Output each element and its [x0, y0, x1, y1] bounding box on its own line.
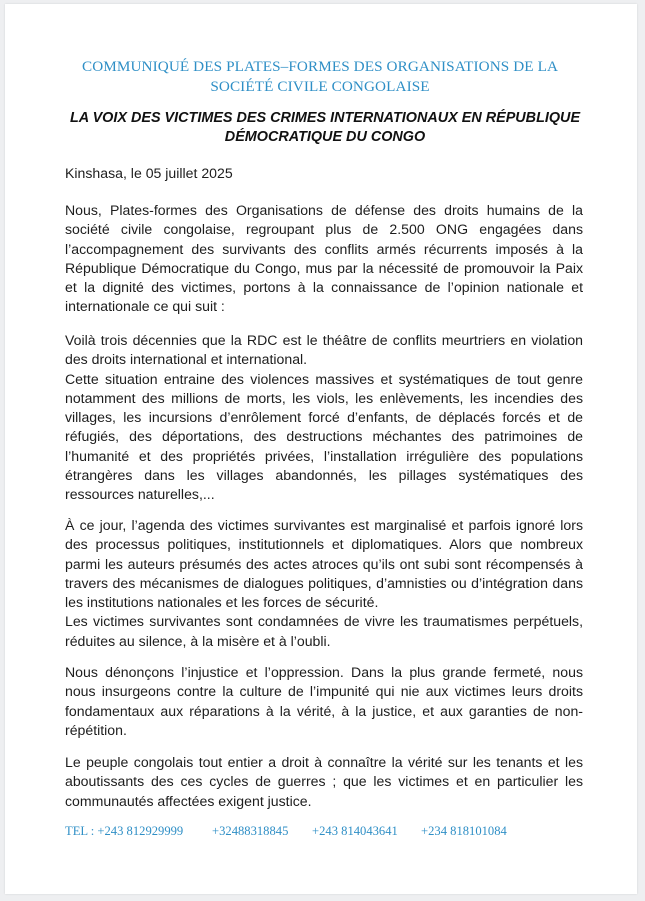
header-line-2: SOCIÉTÉ CIVILE CONGOLAISE: [210, 78, 430, 95]
place-date: Kinshasa, le 05 juillet 2025: [65, 165, 233, 181]
paragraph-1: [65, 201, 583, 317]
document-page: [5, 4, 637, 894]
paragraph-3a-text: À ce jour, l’agenda des victimes survivantes est marginalisé et parfois ignoré lors des processus politiques, institutionnels et diplomatiques. Alors que nombreux parmi les auteurs présumés des actes atroces qu’ils ont subi sont récompensés à travers des mécanismes de dialogues politiques, d’amnisties ou d’intégration dans les institutions nationales et les forces de sécurité.: [65, 517, 583, 611]
paragraph-2: [65, 331, 583, 505]
paragraph-2a-text: Voilà trois décennies que la RDC est le théâtre de conflits meurtriers en violation des droits international et international.: [65, 332, 583, 368]
header-line-1: COMMUNIQUÉ DES PLATES–FORMES DES ORGANISATIONS DE LA: [81, 58, 559, 75]
phone-number-3: +243 814043641: [312, 824, 398, 838]
title-line-2: DÉMOCRATIQUE DU CONGO: [224, 129, 426, 145]
phone-number-2: +32488318845: [212, 824, 289, 838]
phone-number-1: TEL : +243 812929999: [65, 824, 184, 838]
document-title: [45, 109, 605, 147]
paragraph-5: [65, 753, 583, 811]
paragraph-4-text: Nous dénonçons l’injustice et l’oppression. Dans la plus grande fermeté, nous nous insurgeons contre la culture de l’impunité qui nie aux victimes leurs droits fondamentaux aux réparations à la vérité, à la justice, et aux garanties de non-répétition.: [65, 664, 583, 738]
paragraph-1-text: Nous, Plates-formes des Organisations de défense des droits humains de la société civile congolaise, regroupant plus de 2.500 ONG engagées dans l’accompagnement des survivants des conflits armés récurrents imposés à la République Démocratique du Congo, mus par la nécessité de promouvoir la Paix et la dignité des victimes, portons à la connaissance de l’opinion nationale et internationale ce qui suit :: [65, 202, 583, 315]
phone-number-4: +234 818101084: [421, 824, 507, 838]
paragraph-3b-text: Les victimes survivantes sont condamnées de vivre les traumatismes perpétuels, réduites au silence, à la misère et à l’oubli.: [65, 613, 583, 649]
communique-header: [45, 57, 595, 97]
paragraph-2b-text: Cette situation entraine des violences massives et systématiques de tout genre notamment des millions de morts, les viols, les enlèvements, les incendies des villages, les incursions d’enrôlement forcé d’enfants, de déplacés forcés et de réfugiés, des déportations, des destructions méchantes des patrimoines de l’humanité et des propriétés privées, l’installation irrégulière des populations étrangères dans les villages abandonnés, les pillages systématiques des ressources naturelles,...: [65, 370, 583, 503]
title-line-1: LA VOIX DES VICTIMES DES CRIMES INTERNATIONAUX EN RÉPUBLIQUE: [69, 110, 581, 126]
paragraph-3: [65, 516, 583, 651]
paragraph-4: [65, 663, 583, 740]
paragraph-5-text: Le peuple congolais tout entier a droit à connaître la vérité sur les tenants et les aboutissants des ces cycles de guerres ; que les victimes et en particulier les communautés affectées exigent justice.: [65, 754, 583, 809]
